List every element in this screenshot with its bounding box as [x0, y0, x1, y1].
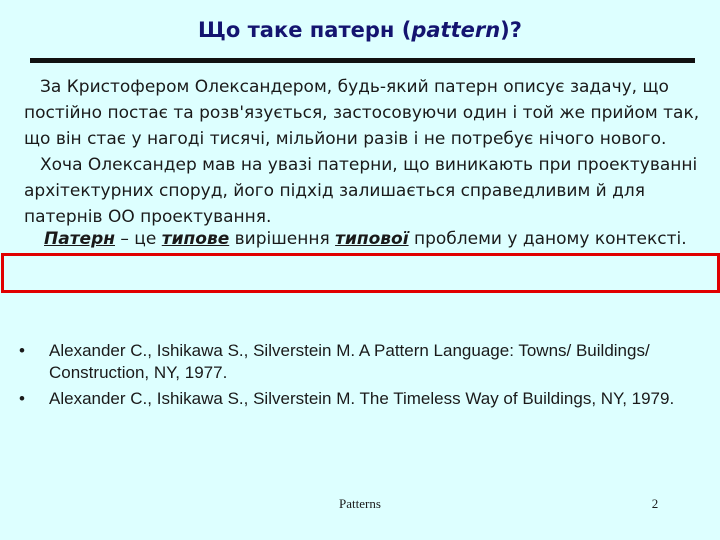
footer-text: Patterns: [339, 496, 381, 511]
title-text: Що таке патерн (: [198, 18, 412, 42]
slide-title: [0, 18, 720, 42]
highlight-box: [1, 253, 720, 293]
title-divider: [30, 58, 695, 63]
bullet-icon: •: [19, 389, 25, 408]
definition-line: [44, 226, 714, 248]
definition-emphasis-1: типове: [161, 229, 230, 248]
reference-text: Alexander C., Ishikawa S., Silverstein M. A Pattern Language: Towns/ Buildings/ Construction, NY, 1977.: [49, 341, 650, 382]
page-number: 2: [651, 496, 659, 511]
title-italic: pattern: [411, 18, 501, 42]
title-text-end: )?: [500, 18, 522, 42]
bullet-icon: •: [19, 341, 25, 360]
references-list: [0, 340, 720, 414]
definition-term: Патерн: [44, 229, 115, 248]
reference-text: Alexander C., Ishikawa S., Silverstein M. The Timeless Way of Buildings, NY, 1979.: [49, 389, 675, 408]
paragraph-2: Хоча Олександер мав на увазі патерни, що виникають при проектуванні архітектурних споруд, його підхід залишається справедливим й для патернів ОО проектування.: [24, 155, 698, 227]
reference-item: [0, 388, 720, 410]
paragraph-1: За Кристофером Олександером, будь-який патерн описує задачу, що постійно постає та розв'язується, застосовуючи один і той же прийом так, що він стає у нагоді тисячі, мільйони разів і не потребує нічого нового.: [24, 77, 700, 149]
definition-emphasis-2: типової: [335, 229, 409, 248]
definition-text-3: проблеми у даному контексті.: [408, 229, 687, 248]
definition-text-1: – це: [115, 229, 162, 248]
definition-text-2: вирішення: [229, 229, 336, 248]
reference-item: [0, 340, 720, 384]
